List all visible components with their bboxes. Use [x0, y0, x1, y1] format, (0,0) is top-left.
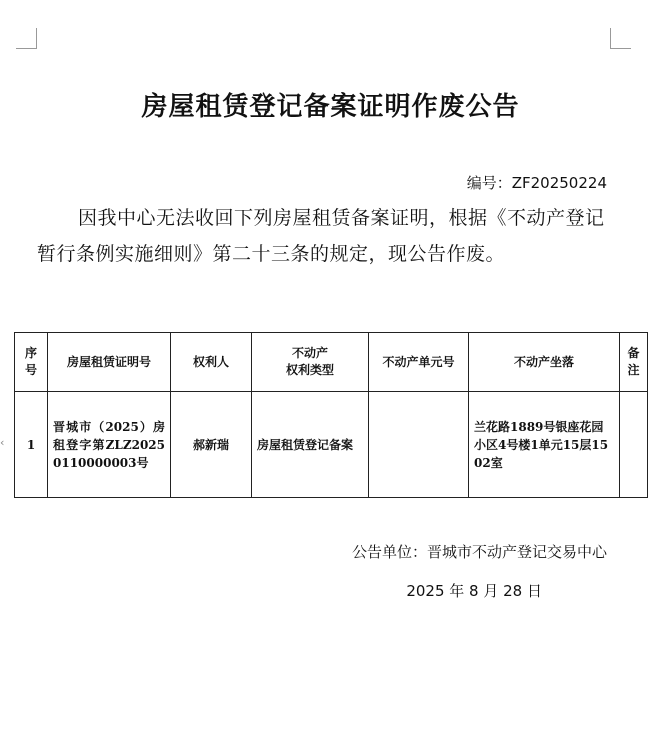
- cell-right-holder: 郝新瑞: [171, 392, 252, 498]
- header-right-type: 不动产 权利类型: [252, 333, 369, 392]
- cell-certificate-no: 晋城市（2025）房租登字第ZLZ20250110000003号: [48, 392, 171, 498]
- header-index: 序号: [15, 333, 48, 392]
- cell-unit-no: [369, 392, 469, 498]
- issuing-organization: 公告单位：晋城市不动产登记交易中心: [351, 543, 607, 561]
- table-row: [15, 392, 648, 498]
- page-edge-marker: ‹: [0, 436, 5, 449]
- crop-mark-top-left: [16, 28, 37, 49]
- intro-paragraph: 因我中心无法收回下列房屋租赁备案证明，根据《不动产登记暂行条例实施细则》第二十三条的规定，现公告作废。: [37, 207, 605, 265]
- document-title: 房屋租赁登记备案证明作废公告: [141, 92, 520, 122]
- header-location: 不动产坐落: [469, 333, 620, 392]
- cell-index: 1: [15, 392, 48, 498]
- crop-mark-top-right: [610, 28, 631, 49]
- header-remarks: 备注: [620, 333, 648, 392]
- header-certificate-no: 房屋租赁证明号: [48, 333, 171, 392]
- registration-table: [14, 332, 648, 498]
- issue-date: 2025 年 8 月 28 日: [406, 582, 542, 600]
- header-right-holder: 权利人: [171, 333, 252, 392]
- cell-location: 兰花路1889号银座花园小区4号楼1单元15层1502室: [469, 392, 620, 498]
- document-number: 编号：ZF20250224: [466, 174, 607, 192]
- cell-remarks: [620, 392, 648, 498]
- table-header-row: [15, 333, 648, 392]
- header-unit-no: 不动产单元号: [369, 333, 469, 392]
- cell-right-type: 房屋租赁登记备案: [252, 392, 369, 498]
